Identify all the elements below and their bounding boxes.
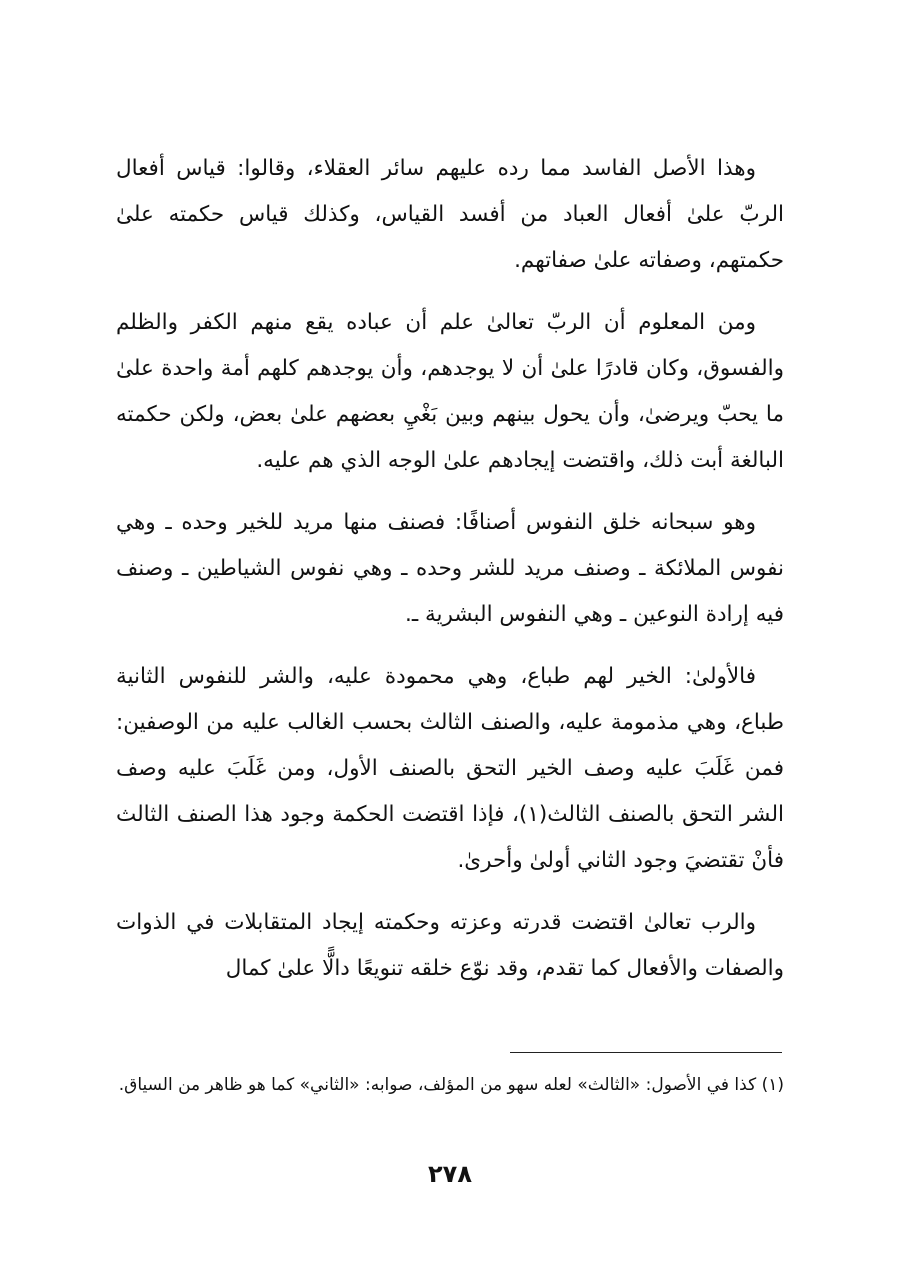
main-text	[116, 146, 784, 1008]
paragraph-2: ومن المعلوم أن الربّ تعالىٰ علم أن عباده يقع منهم الكفر والظلم والفسوق، وكان قادرًا علىٰ أن لا يوجدهم، وأن يوجدهم كلهم أمة واحدة علىٰ ما يحبّ ويرضىٰ، وأن يحول بينهم وبين بَغْيِ بعضهم علىٰ بعض، ولكن حكمته البالغة أبت ذلك، واقتضت إيجادهم علىٰ الوجه الذي هم عليه.	[116, 310, 784, 473]
paragraph-1: وهذا الأصل الفاسد مما رده عليهم سائر العقلاء، وقالوا: قياس أفعال الربّ علىٰ أفعال العباد من أفسد القياس، وكذلك قياس حكمته علىٰ حكمتهم، وصفاته علىٰ صفاتهم.	[116, 156, 784, 273]
paragraph-5: والرب تعالىٰ اقتضت قدرته وعزته وحكمته إيجاد المتقابلات في الذوات والصفات والأفعال كما تقدم، وقد نوّع خلقه تنويعًا دالًّا علىٰ كمال	[116, 910, 784, 981]
page-number: ٢٧٨	[428, 1160, 472, 1188]
footnote: (١) كذا في الأصول: «الثالث» لعله سهو من المؤلف، صوابه: «الثاني» كما هو ظاهر من السياق.	[118, 1075, 784, 1095]
paragraph-3: وهو سبحانه خلق النفوس أصنافًا: فصنف منها مريد للخير وحده ـ وهي نفوس الملائكة ـ وصنف مريد للشر وحده ـ وهي نفوس الشياطين ـ وصنف فيه إرادة النوعين ـ وهي النفوس البشرية ـ.	[116, 510, 784, 627]
footnote-divider	[510, 1052, 782, 1053]
paragraph-4: فالأولىٰ: الخير لهم طباع، وهي محمودة عليه، والشر للنفوس الثانية طباع، وهي مذمومة عليه، والصنف الثالث بحسب الغالب عليه من الوصفين: فمن غَلَبَ عليه وصف الخير التحق بالصنف الأول، ومن غَلَبَ عليه وصف الشر التحق بالصنف الثالث(١)، فإذا اقتضت الحكمة وجود هذا الصنف الثالث فأنْ تقتضيَ وجود الثاني أولىٰ وأحرىٰ.	[116, 664, 784, 873]
